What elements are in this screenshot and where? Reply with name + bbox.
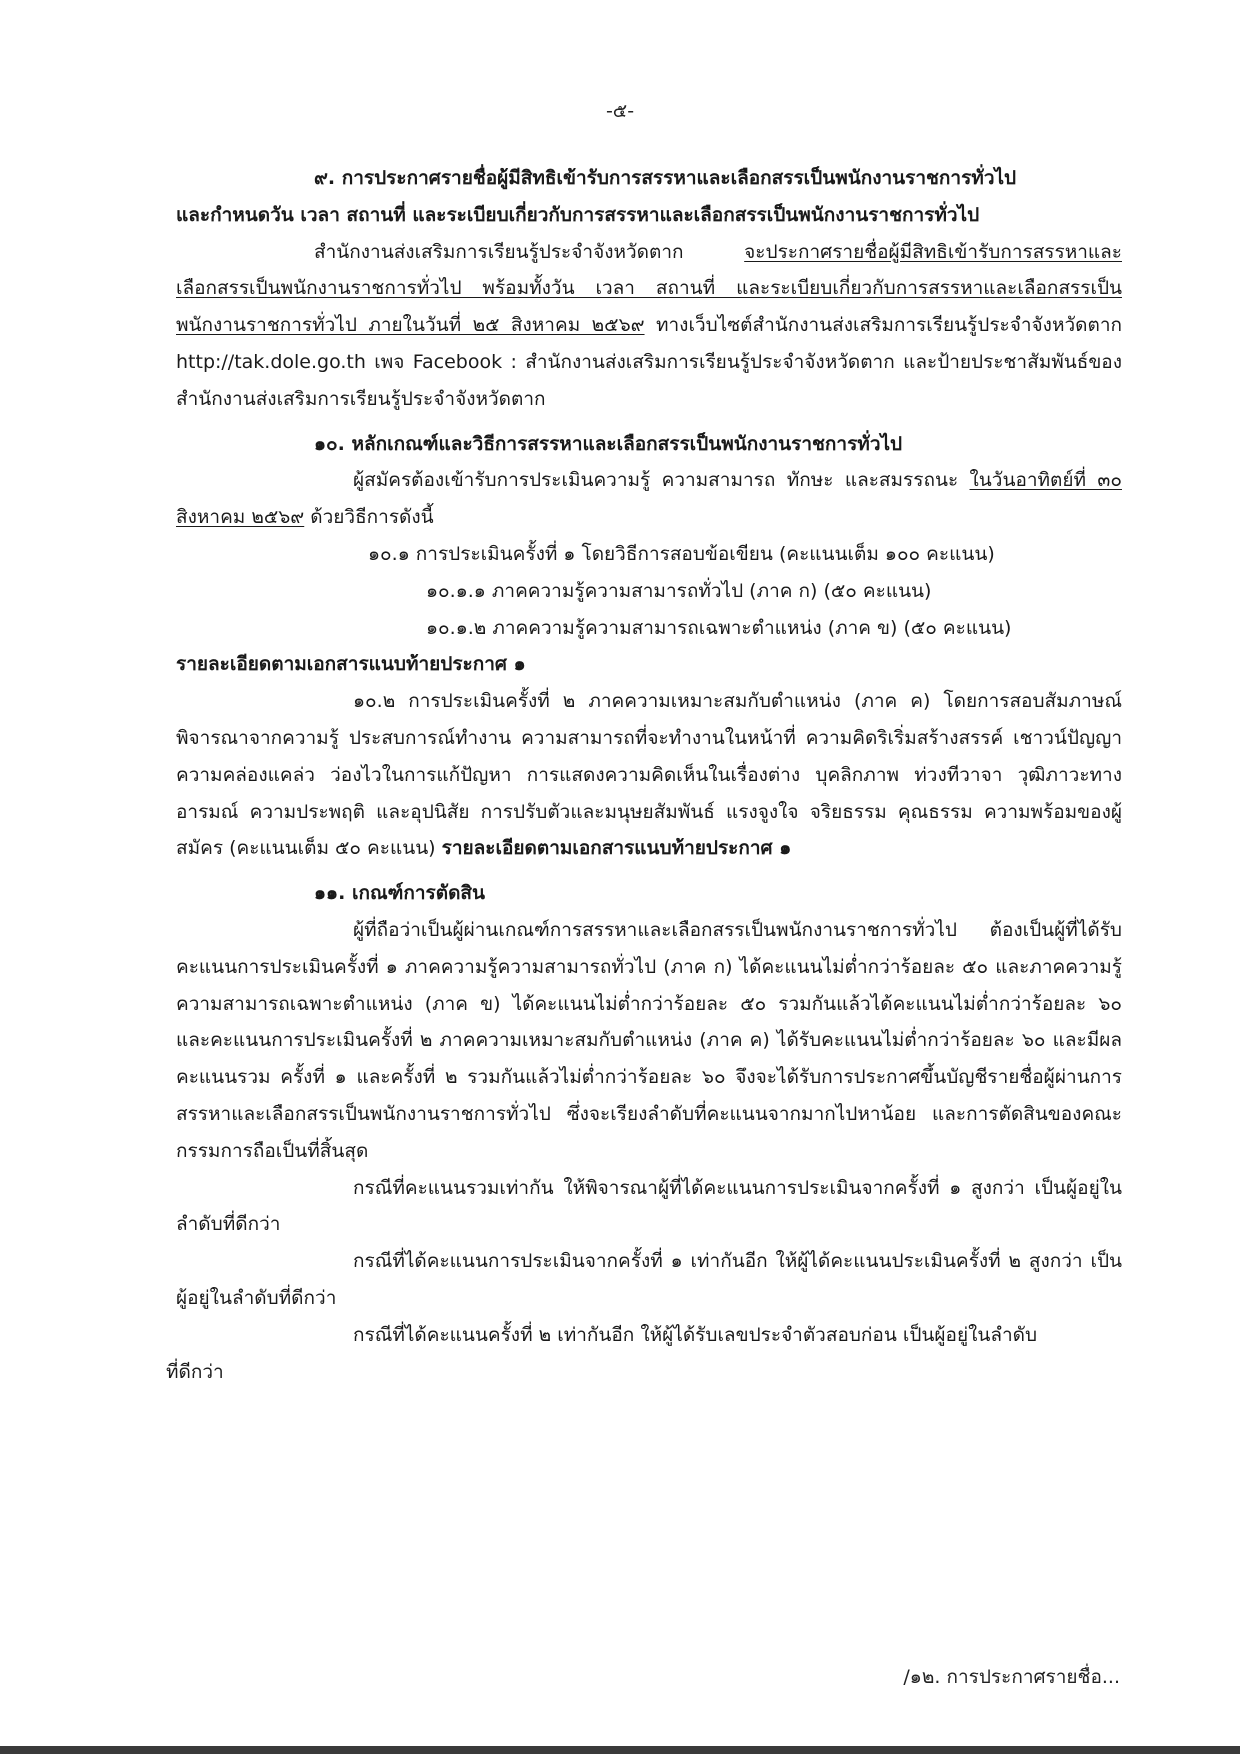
section10-heading: ๑๐. หลักเกณฑ์และวิธีการสรรหาและเลือกสรรเป็นพนักงานราชการทั่วไป	[314, 432, 903, 455]
item-10-2-text: ๑๐.๒ การประเมินครั้งที่ ๒ ภาคความเหมาะสมกับตำแหน่ง (ภาค ค) โดยการสอบสัมภาษณ์ พิจารณาจากความรู้ ประสบการณ์ทำงาน ความสามารถที่จะทำงานในหน้าที่ ความคิดริเริ่มสร้างสรรค์ เชาวน์ปัญญา ความคล่องแคล่ว ว่องไวในการแก้ปัญหา การแสดงความคิดเห็นในเรื่องต่าง บุคลิกภาพ ท่วงทีวาจา วุฒิภาวะทางอารมณ์ ความประพฤติ และอุปนิสัย การปรับตัวและมนุษยสัมพันธ์ แรงจูงใจ จริยธรรม คุณธรรม ความพร้อมของผู้สมัคร (คะแนนเต็ม ๕๐ คะแนน)	[176, 690, 1122, 860]
section10-exam-date-underlined: ในวันอาทิตย์ที่ ๓๐ สิงหาคม ๒๕๖๙	[176, 469, 1122, 529]
detail-note-2: รายละเอียดตามเอกสารแนบท้ายประกาศ ๑	[441, 837, 792, 860]
section9-body	[176, 234, 1122, 418]
item-10-1-1: ๑๐.๑.๑ ภาคความรู้ความสามารถทั่วไป (ภาค ก) (๕๐ คะแนน)	[426, 579, 932, 602]
item-10-1-2: ๑๐.๑.๒ ภาคความรู้ความสามารถเฉพาะตำแหน่ง (ภาค ข) (๕๐ คะแนน)	[426, 616, 1012, 639]
section11-para4: กรณีที่ได้คะแนนครั้งที่ ๒ เท่ากันอีก ให้ผู้ได้รับเลขประจำตัวสอบก่อน เป็นผู้อยู่ในลำดับ	[353, 1323, 1038, 1346]
section9-heading-line1: ๙. การประกาศรายชื่อผู้มีสิทธิเข้ารับการสรรหาและเลือกสรรเป็นพนักงานราชการทั่วไป	[314, 167, 1017, 189]
section10-intro-prefix: ผู้สมัครต้องเข้ารับการประเมินความรู้ ความสามารถ ทักษะ และสมรรถนะ	[353, 469, 970, 492]
section10-intro	[176, 462, 1122, 536]
section9-body-prefix: สำนักงานส่งเสริมการเรียนรู้ประจำจังหวัดตาก	[314, 240, 745, 263]
document-body	[166, 160, 1122, 1390]
section9-body-suffix: ทางเว็บไซต์สำนักงานส่งเสริมการเรียนรู้ประจำจังหวัดตาก http://tak.dole.go.th เพจ Facebook : สำนักงานส่งเสริมการเรียนรู้ประจำจังหวัดตาก และป้ายประชาสัมพันธ์ของสำนักงานส่งเสริมการเรียนรู้ประจำจังหวัดตาก	[176, 314, 1122, 410]
section9-announcement-date-underlined: จะประกาศรายชื่อผู้มีสิทธิเข้ารับการสรรหาและเลือกสรรเป็นพนักงานราชการทั่วไป พร้อมทั้งวัน เวลา สถานที่ และระเบียบเกี่ยวกับการสรรหาและเลือกสรรเป็นพนักงานราชการทั่วไป ภายในวันที่ ๒๕ สิงหาคม ๒๕๖๙	[176, 240, 1122, 337]
section11-para2: กรณีที่คะแนนรวมเท่ากัน ให้พิจารณาผู้ที่ได้คะแนนการประเมินจากครั้งที่ ๑ สูงกว่า เป็นผู้อยู่ในลำดับที่ดีกว่า	[176, 1176, 1122, 1236]
scan-bottom-edge	[0, 1746, 1240, 1754]
section10-intro-suffix: ด้วยวิธีการดังนี้	[304, 506, 434, 529]
item-10-1: ๑๐.๑ การประเมินครั้งที่ ๑ โดยวิธีการสอบข้อเขียน (คะแนนเต็ม ๑๐๐ คะแนน)	[368, 542, 995, 565]
item-10-2	[176, 683, 1122, 867]
section11-para1: ผู้ที่ถือว่าเป็นผู้ผ่านเกณฑ์การสรรหาและเลือกสรรเป็นพนักงานราชการทั่วไป ต้องเป็นผู้ที่ได้รับคะแนนการประเมินครั้งที่ ๑ ภาคความรู้ความสามารถทั่วไป (ภาค ก) ได้คะแนนไม่ต่ำกว่าร้อยละ ๕๐ และภาคความรู้ความสามารถเฉพาะตำแหน่ง (ภาค ข) ได้คะแนนไม่ต่ำกว่าร้อยละ ๕๐ รวมกันแล้วได้คะแนนไม่ต่ำกว่าร้อยละ ๖๐ และคะแนนการประเมินครั้งที่ ๒ ภาคความเหมาะสมกับตำแหน่ง (ภาค ค) ได้รับคะแนนไม่ต่ำกว่าร้อยละ ๖๐ และมีผลคะแนนรวม ครั้งที่ ๑ และครั้งที่ ๒ รวมกันแล้วไม่ต่ำกว่าร้อยละ ๖๐ จึงจะได้รับการประกาศขึ้นบัญชีรายชื่อผู้ผ่านการสรรหาและเลือกสรรเป็นพนักงานราชการทั่วไป ซึ่งจะเรียงลำดับที่คะแนนจากมากไปหาน้อย และการตัดสินของคณะกรรมการถือเป็นที่สิ้นสุด	[176, 918, 1122, 1162]
section11-heading: ๑๑. เกณฑ์การตัดสิน	[314, 882, 485, 905]
section11-para3: กรณีที่ได้คะแนนการประเมินจากครั้งที่ ๑ เท่ากันอีก ให้ผู้ได้คะแนนประเมินครั้งที่ ๒ สูงกว่า เป็นผู้อยู่ในลำดับที่ดีกว่า	[176, 1250, 1122, 1309]
detail-note-1: รายละเอียดตามเอกสารแนบท้ายประกาศ ๑	[176, 653, 526, 676]
section11-para4-tail: ที่ดีกว่า	[166, 1360, 224, 1383]
page-number: -๕-	[605, 100, 635, 122]
section9-heading-line2: และกำหนดวัน เวลา สถานที่ และระเบียบเกี่ยวกับการสรรหาและเลือกสรรเป็นพนักงานราชการทั่วไป	[176, 203, 980, 226]
footer-continuation: /๑๒. การประกาศรายชื่อ...	[903, 1666, 1120, 1688]
